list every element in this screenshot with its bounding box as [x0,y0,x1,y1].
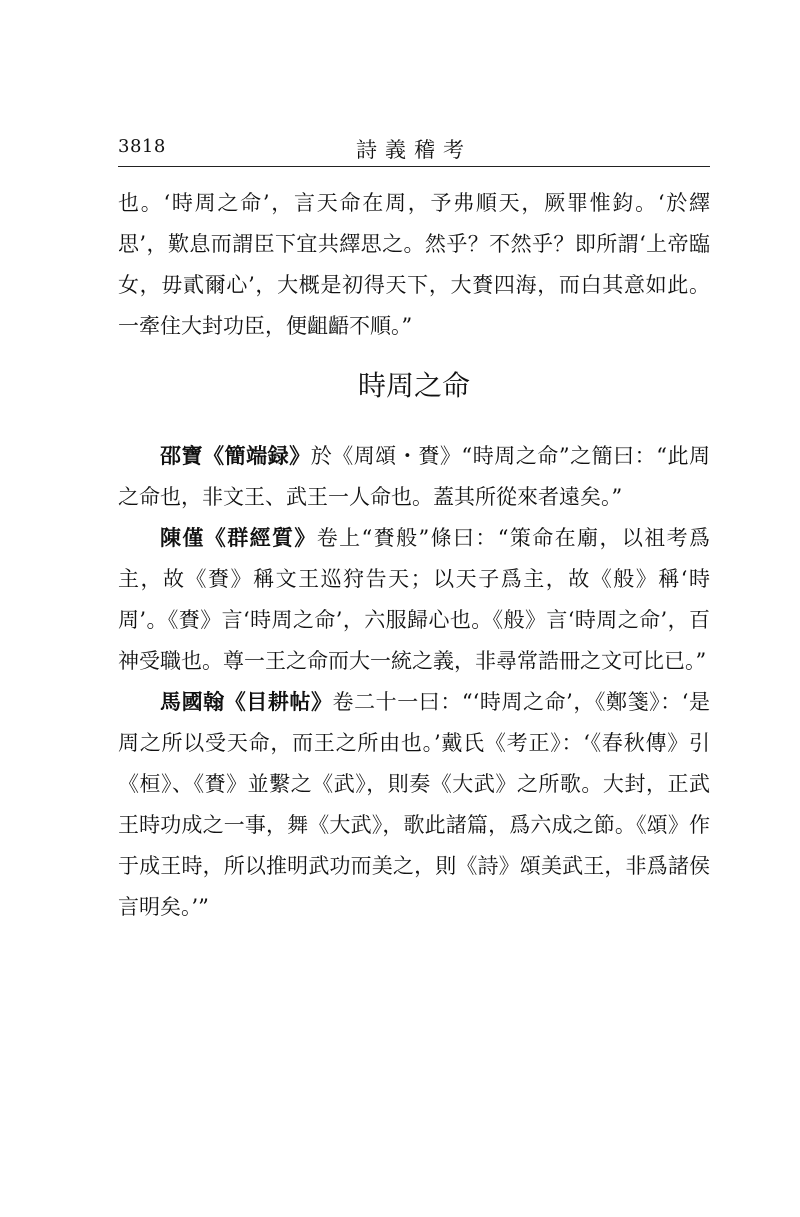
author-name: 邵寶 [160,444,204,468]
section-title: 時周之命 [357,369,470,402]
paragraph-shao-bao [118,436,710,518]
page-number: 3818 [118,136,166,157]
paragraph-text: 於《周頌・賚》“時周之命”之簡曰：“此周之命也，非文王、武王一人命也。蓋其所從來者遠矣。” [118,444,710,509]
book-title: 《群經質》 [204,526,317,550]
author-name: 馬國翰 [160,690,225,714]
running-title: 詩義稽考 [356,138,472,162]
paragraph-ma-guohan [118,682,710,928]
book-title: 《簡端録》 [203,444,311,468]
paragraph-text: 卷二十一曰：“‘時周之命’，《鄭箋》：‘是周之所以受天命，而王之所由也。’戴氏《考正》：‘《春秋傳》引《桓》、《賚》並繫之《武》，則奏《大武》之所歌。大封，正武王時功成之一事，舞《大武》，歌此諸篇，爲六成之節。《頌》作于成王時，所以推明武功而美之，則《詩》頌美武王，非爲諸侯言明矣。’” [118,690,711,919]
section-body [118,436,710,928]
header-rule [118,166,710,167]
paragraph-text: 卷上“賚般”條曰：“策命在廟，以祖考爲主，故《賚》稱文王巡狩告天；以天子爲主，故《般》稱‘時周’。《賚》言‘時周之命’，六服歸心也。《般》言‘時周之命’，百神受職也。尊一王之命而大一統之義，非尋常誥冊之文可比已。” [118,526,711,673]
continuation-block [118,183,710,347]
book-title: 《目耕帖》 [224,690,333,714]
author-name: 陳僅 [160,526,205,550]
page-header [118,134,710,166]
continuation-paragraph: 也。‘時周之命’，言天命在周，予弗順天，厥罪惟鈞。‘於繹思’，歎息而謂臣下宜共繹思之。然乎？不然乎？即所謂‘上帝臨女，毋貳爾心’，大概是初得天下，大賚四海，而白其意如此。一牽住大封功臣，便齟齬不順。” [118,191,710,338]
paragraph-chen-jin [118,518,710,682]
